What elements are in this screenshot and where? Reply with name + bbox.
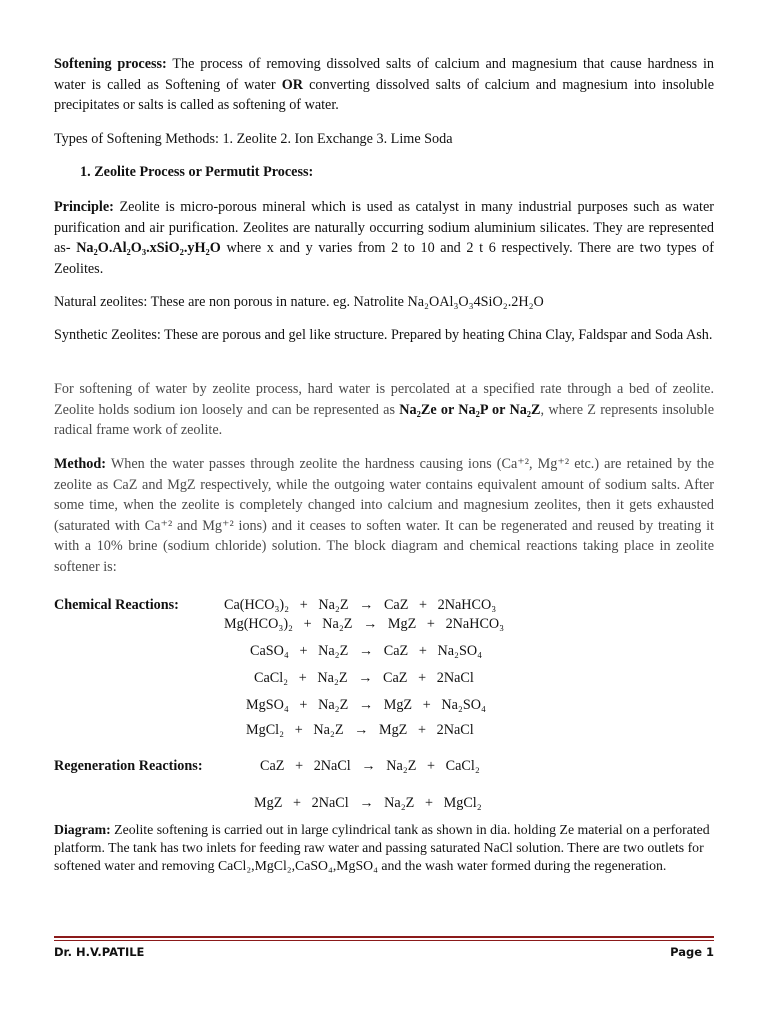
softening-process-paragraph: For softening of water by zeolite process, hard water is percolated at a specified rate through a bed of zeolite. Zeolite holds sodium ion loosely and can be represented as Na₂Ze or Na₂P or Na₂Z, where Z represents insoluble radical frame work of zeolite. [54, 381, 714, 439]
footer-author: Dr. H.V.PATILE [54, 945, 145, 959]
footer-rule-thin [54, 940, 714, 941]
principle-label: Principle: [54, 199, 114, 215]
softening-label: Softening process: [54, 56, 167, 72]
reaction-1: Ca(HCO₃)₂ + Na₂Z → CaZ + 2NaHCO₃ [224, 597, 497, 613]
footer-page-number: Page 1 [670, 945, 714, 959]
types-line: Types of Softening Methods: 1. Zeolite 2. Ion Exchange 3. Lime Soda [54, 131, 453, 147]
diagram-label: Diagram: [54, 822, 111, 837]
regen-reaction-1: CaZ + 2NaCl → Na₂Z + CaCl₂ [260, 758, 480, 774]
reaction-5: MgSO₄ + Na₂Z → MgZ + Na₂SO₄ [246, 697, 486, 713]
reaction-2: Mg(HCO₃)₂ + Na₂Z → MgZ + 2NaHCO₃ [224, 616, 505, 632]
natural-zeolites: Natural zeolites: These are non porous in nature. eg. Natrolite Na₂OAl₃O₃4SiO₂.2H₂O [54, 294, 544, 310]
method-label: Method: [54, 456, 107, 472]
synthetic-zeolites: Synthetic Zeolites: These are porous and gel like structure. Prepared by heating China Clay, Faldspar and Soda Ash. [54, 327, 713, 343]
reaction-3: CaSO₄ + Na₂Z → CaZ + Na₂SO₄ [250, 643, 483, 659]
section-heading-zeolite: 1. Zeolite Process or Permutit Process: [80, 164, 314, 180]
regen-reaction-2: MgZ + 2NaCl → Na₂Z + MgCl₂ [254, 795, 482, 811]
softening-paragraph: Softening process: The process of removing dissolved salts of calcium and magnesium that cause hardness in water is called as Softening of water OR converting dissolved salts of calcium and magnesium into insoluble precipitates or salts is called as softening of water. [54, 56, 715, 114]
footer-rule [54, 936, 714, 938]
diagram-paragraph: Diagram: Zeolite softening is carried out in large cylindrical tank as shown in dia. holding Ze material on a perforated platform. The tank has two inlets for feeding raw water and passing saturated NaCl solution. There are two outlets for softened water and removing CaCl₂,MgCl₂,CaSO₄,MgSO₄ and the wash water formed during the regeneration. [54, 822, 710, 873]
reaction-6: MgCl₂ + Na₂Z → MgZ + 2NaCl [246, 722, 474, 738]
reaction-4: CaCl₂ + Na₂Z → CaZ + 2NaCl [254, 670, 474, 686]
regeneration-reactions-label: Regeneration Reactions: [54, 758, 203, 774]
chemical-reactions-label: Chemical Reactions: [54, 597, 179, 613]
method-paragraph: Method: When the water passes through zeolite the hardness causing ions (Ca⁺², Mg⁺² etc.) are retained by the zeolite as CaZ and MgZ respectively, while the outgoing water contains equivalent amount of sodium salts. After some time, when the zeolite is completely changed into calcium and magnesium zeolites, then it gets exhausted (saturated with Ca⁺² and Mg⁺² ions) and it ceases to soften water. It can be regenerated and reused by treating it with a 10% brine (sodium chloride) solution. The block diagram and chemical reactions taking place in zeolite softener is: [54, 456, 714, 575]
principle-paragraph: Principle: Zeolite is micro-porous mineral which is used as catalyst in many industrial purposes such as water purification and air purification. Zeolites are naturally occurring sodium aluminium silicates. They are represented as- Na₂O.Al₂O₃.xSiO₂.yH₂O where x and y varies from 2 to 10 and 2 t 6 respectively. There are two types of Zeolites. [54, 199, 714, 277]
